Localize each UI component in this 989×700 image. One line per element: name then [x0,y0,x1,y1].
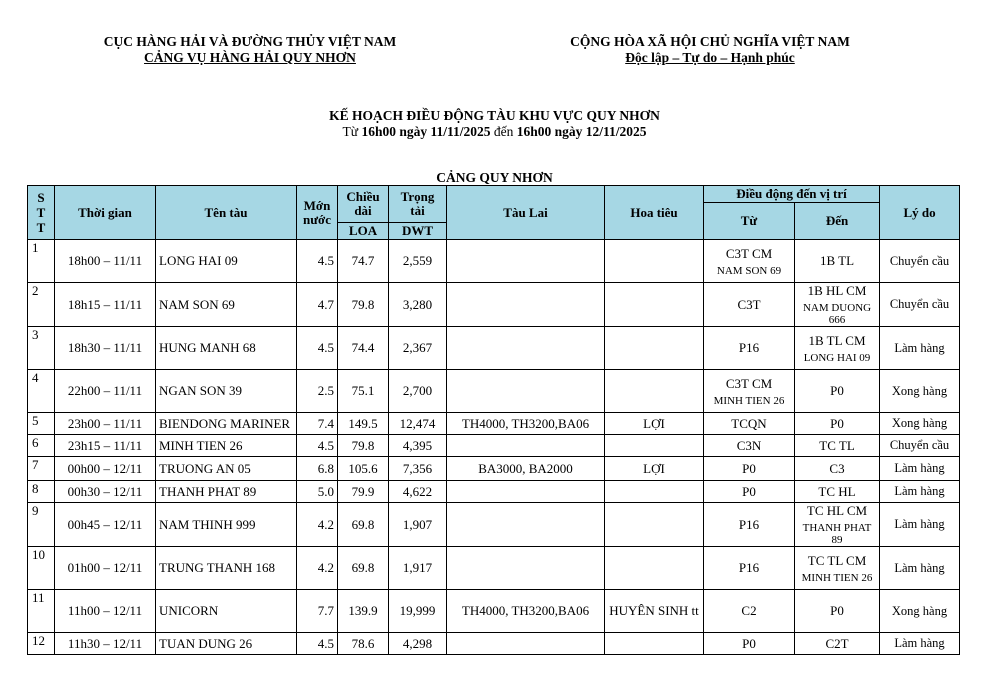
stt-letter: T [36,205,46,220]
cell-to-main: P0 [830,383,844,398]
cell-pilot: LỢI [605,457,704,481]
cell-to [795,457,880,481]
cell-stt: 3 [28,327,55,370]
cell-to [795,481,880,503]
cell-pilot [605,503,704,547]
cell-from [704,283,795,327]
port-name: CẢNG QUY NHƠN [436,170,553,185]
cell-draft: 6.8 [297,457,338,481]
cell-pilot [605,481,704,503]
cell-loa: 74.7 [338,240,389,283]
cell-ship: NGAN SON 39 [156,370,297,413]
cell-pilot [605,327,704,370]
cell-from [704,435,795,457]
cell-to [795,503,880,547]
cell-from-main: P16 [738,340,760,355]
national-line-1: CỘNG HÒA XÃ HỘI CHỦ NGHĨA VIỆT NAM [570,34,850,49]
cell-to [795,547,880,590]
cell-to-main: P0 [830,415,844,431]
cell-pilot [605,240,704,283]
cell-dwt: 2,559 [389,240,447,283]
cell-dwt: 2,367 [389,327,447,370]
cell-loa: 74.4 [338,327,389,370]
cell-to-main: TC HL [818,483,856,499]
cell-loa: 69.8 [338,503,389,547]
cell-stt: 1 [28,240,55,283]
table-row [28,327,960,370]
cell-to [795,590,880,633]
cell-dwt: 7,356 [389,457,447,481]
cell-tug [447,481,605,503]
cell-dwt: 4,622 [389,481,447,503]
cell-from [704,370,795,413]
cell-reason: Xong hàng [880,590,960,633]
cell-ship: THANH PHAT 89 [156,481,297,503]
title-range [0,124,989,140]
cell-to [795,413,880,435]
national-motto: Độc lập – Tự do – Hạnh phúc [625,50,795,65]
cell-to-sub: NAM DUONG 666 [802,302,872,326]
header-loa: LOA [338,223,389,240]
cell-tug [447,283,605,327]
header-time: Thời gian [55,186,156,240]
table-row [28,283,960,327]
cell-stt: 8 [28,481,55,503]
cell-draft: 2.5 [297,370,338,413]
cell-from [704,633,795,655]
cell-time: 00h45 – 12/11 [55,503,156,547]
cell-stt: 5 [28,413,55,435]
header-draft: Mớn nước [297,186,338,240]
cell-ship: NAM SON 69 [156,283,297,327]
dispatch-table [27,185,960,655]
cell-stt: 10 [28,547,55,590]
cell-stt: 2 [28,283,55,327]
cell-reason: Làm hàng [880,327,960,370]
cell-draft: 5.0 [297,481,338,503]
table-row [28,413,960,435]
range-start: 16h00 ngày 11/11/2025 [361,124,491,139]
cell-ship: NAM THINH 999 [156,503,297,547]
header-length: Chiều dài [338,186,389,223]
cell-draft: 4.2 [297,503,338,547]
cell-stt: 7 [28,457,55,481]
header-stt [28,186,55,240]
cell-pilot [605,283,704,327]
cell-reason: Chuyển cầu [880,435,960,457]
cell-from-main: C3T [737,296,761,312]
cell-to [795,435,880,457]
cell-pilot [605,547,704,590]
cell-from-main: C3T CM [725,375,773,391]
cell-from-main: P0 [742,460,756,476]
cell-from [704,590,795,633]
header-tug: Tàu Lai [447,186,605,240]
cell-dwt: 1,907 [389,503,447,547]
cell-pilot [605,370,704,413]
cell-tug [447,327,605,370]
cell-to-main: C3 [829,460,845,476]
header-pilot: Hoa tiêu [605,186,704,240]
cell-loa: 79.8 [338,435,389,457]
issuer-line-2: CẢNG VỤ HÀNG HẢI QUY NHƠN [144,50,356,65]
cell-from [704,503,795,547]
table-row [28,240,960,283]
cell-pilot: HUYÊN SINH tt [605,590,704,633]
cell-draft: 7.4 [297,413,338,435]
cell-dwt: 12,474 [389,413,447,435]
cell-reason: Xong hàng [880,370,960,413]
cell-from [704,240,795,283]
cell-loa: 69.8 [338,547,389,590]
cell-pilot [605,633,704,655]
cell-ship: MINH TIEN 26 [156,435,297,457]
cell-to [795,283,880,327]
cell-to-sub: LONG HAI 09 [803,351,871,364]
cell-loa: 105.6 [338,457,389,481]
cell-time: 00h00 – 12/11 [55,457,156,481]
cell-stt: 12 [28,633,55,655]
table-row [28,633,960,655]
cell-to-sub: THANH PHAT 89 [802,522,872,546]
cell-dwt: 4,298 [389,633,447,655]
cell-ship: UNICORN [156,590,297,633]
cell-reason: Chuyển cầu [880,283,960,327]
stt-letter: S [37,190,45,205]
table-row [28,370,960,413]
cell-pilot: LỢI [605,413,704,435]
cell-tug [447,240,605,283]
range-prefix: Từ [342,124,362,139]
cell-ship: TRUNG THANH 168 [156,547,297,590]
cell-from [704,413,795,435]
table-row [28,481,960,503]
cell-to-main: P0 [830,603,844,618]
cell-to-main: 1B TL [819,253,855,268]
cell-tug: TH4000, TH3200,BA06 [447,413,605,435]
cell-time: 01h00 – 12/11 [55,547,156,590]
cell-loa: 79.9 [338,481,389,503]
header-ship: Tên tàu [156,186,297,240]
header-tonnage: Trọng tải [389,186,447,223]
cell-to-main: C2T [825,635,849,651]
header-move: Điều động đến vị trí [704,186,880,203]
cell-to [795,327,880,370]
cell-to [795,370,880,413]
dispatch-rows [28,240,960,655]
issuer-header [70,34,430,66]
cell-reason: Làm hàng [880,633,960,655]
cell-tug: BA3000, BA2000 [447,457,605,481]
header-dwt: DWT [389,223,447,240]
stt-letter: T [36,220,46,235]
cell-ship: HUNG MANH 68 [156,327,297,370]
cell-reason: Chuyển cầu [880,240,960,283]
cell-dwt: 3,280 [389,283,447,327]
cell-dwt: 4,395 [389,435,447,457]
cell-loa: 78.6 [338,633,389,655]
cell-dwt: 19,999 [389,590,447,633]
cell-stt: 11 [28,590,55,633]
cell-ship: TUAN DUNG 26 [156,633,297,655]
cell-draft: 4.5 [297,240,338,283]
cell-draft: 4.5 [297,327,338,370]
cell-tug: TH4000, TH3200,BA06 [447,590,605,633]
cell-from-main: TCQN [731,415,767,431]
cell-stt: 9 [28,503,55,547]
cell-to-main: TC HL CM [806,503,868,518]
table-row [28,547,960,590]
range-mid: đến [490,124,517,139]
cell-to-main: TC TL [819,437,855,453]
cell-time: 18h00 – 11/11 [55,240,156,283]
cell-draft: 4.2 [297,547,338,590]
cell-from [704,547,795,590]
national-header [530,34,890,66]
cell-to [795,240,880,283]
cell-to-sub: MINH TIEN 26 [801,571,873,584]
cell-ship: TRUONG AN 05 [156,457,297,481]
cell-from-main: P0 [742,635,756,651]
cell-time: 22h00 – 11/11 [55,370,156,413]
cell-from-main: P16 [738,516,760,532]
cell-from-main: C2 [741,603,757,618]
cell-from-main: P16 [738,560,760,575]
table-row [28,435,960,457]
cell-to-main: TC TL CM [807,552,867,568]
cell-tug [447,547,605,590]
cell-time: 11h00 – 12/11 [55,590,156,633]
cell-tug [447,633,605,655]
table-row [28,503,960,547]
cell-draft: 4.5 [297,435,338,457]
range-end: 16h00 ngày 12/11/2025 [516,124,647,139]
cell-from-main: C3T CM [725,245,773,261]
issuer-line-1: CỤC HÀNG HẢI VÀ ĐƯỜNG THỦY VIỆT NAM [103,34,397,49]
cell-stt: 4 [28,370,55,413]
cell-loa: 75.1 [338,370,389,413]
cell-loa: 139.9 [338,590,389,633]
table-row [28,457,960,481]
cell-loa: 149.5 [338,413,389,435]
cell-to-main: 1B TL CM [808,332,866,348]
cell-to-main: 1B HL CM [807,283,867,298]
cell-reason: Làm hàng [880,457,960,481]
cell-from-sub: MINH TIEN 26 [713,394,785,407]
cell-loa: 79.8 [338,283,389,327]
cell-draft: 7.7 [297,590,338,633]
cell-from [704,481,795,503]
cell-time: 00h30 – 12/11 [55,481,156,503]
document-title [0,108,989,140]
cell-draft: 4.7 [297,283,338,327]
cell-from-sub: NAM SON 69 [716,264,782,277]
cell-to [795,633,880,655]
cell-stt: 6 [28,435,55,457]
cell-time: 11h30 – 12/11 [55,633,156,655]
cell-time: 18h30 – 11/11 [55,327,156,370]
cell-dwt: 1,917 [389,547,447,590]
cell-tug [447,435,605,457]
cell-from [704,327,795,370]
cell-from-main: P0 [742,483,756,499]
header-from: Từ [704,203,795,240]
cell-reason: Làm hàng [880,547,960,590]
cell-draft: 4.5 [297,633,338,655]
cell-from [704,457,795,481]
cell-ship: BIENDONG MARINER [156,413,297,435]
header-reason: Lý do [880,186,960,240]
cell-reason: Làm hàng [880,481,960,503]
cell-reason: Xong hàng [880,413,960,435]
cell-from-main: C3N [736,437,762,453]
cell-ship: LONG HAI 09 [156,240,297,283]
cell-time: 18h15 – 11/11 [55,283,156,327]
cell-tug [447,370,605,413]
header-to: Đến [795,203,880,240]
table-row [28,590,960,633]
title-main: KẾ HOẠCH ĐIỀU ĐỘNG TÀU KHU VỰC QUY NHƠN [329,108,660,123]
cell-dwt: 2,700 [389,370,447,413]
cell-time: 23h15 – 11/11 [55,435,156,457]
cell-tug [447,503,605,547]
cell-time: 23h00 – 11/11 [55,413,156,435]
cell-pilot [605,435,704,457]
cell-reason: Làm hàng [880,503,960,547]
